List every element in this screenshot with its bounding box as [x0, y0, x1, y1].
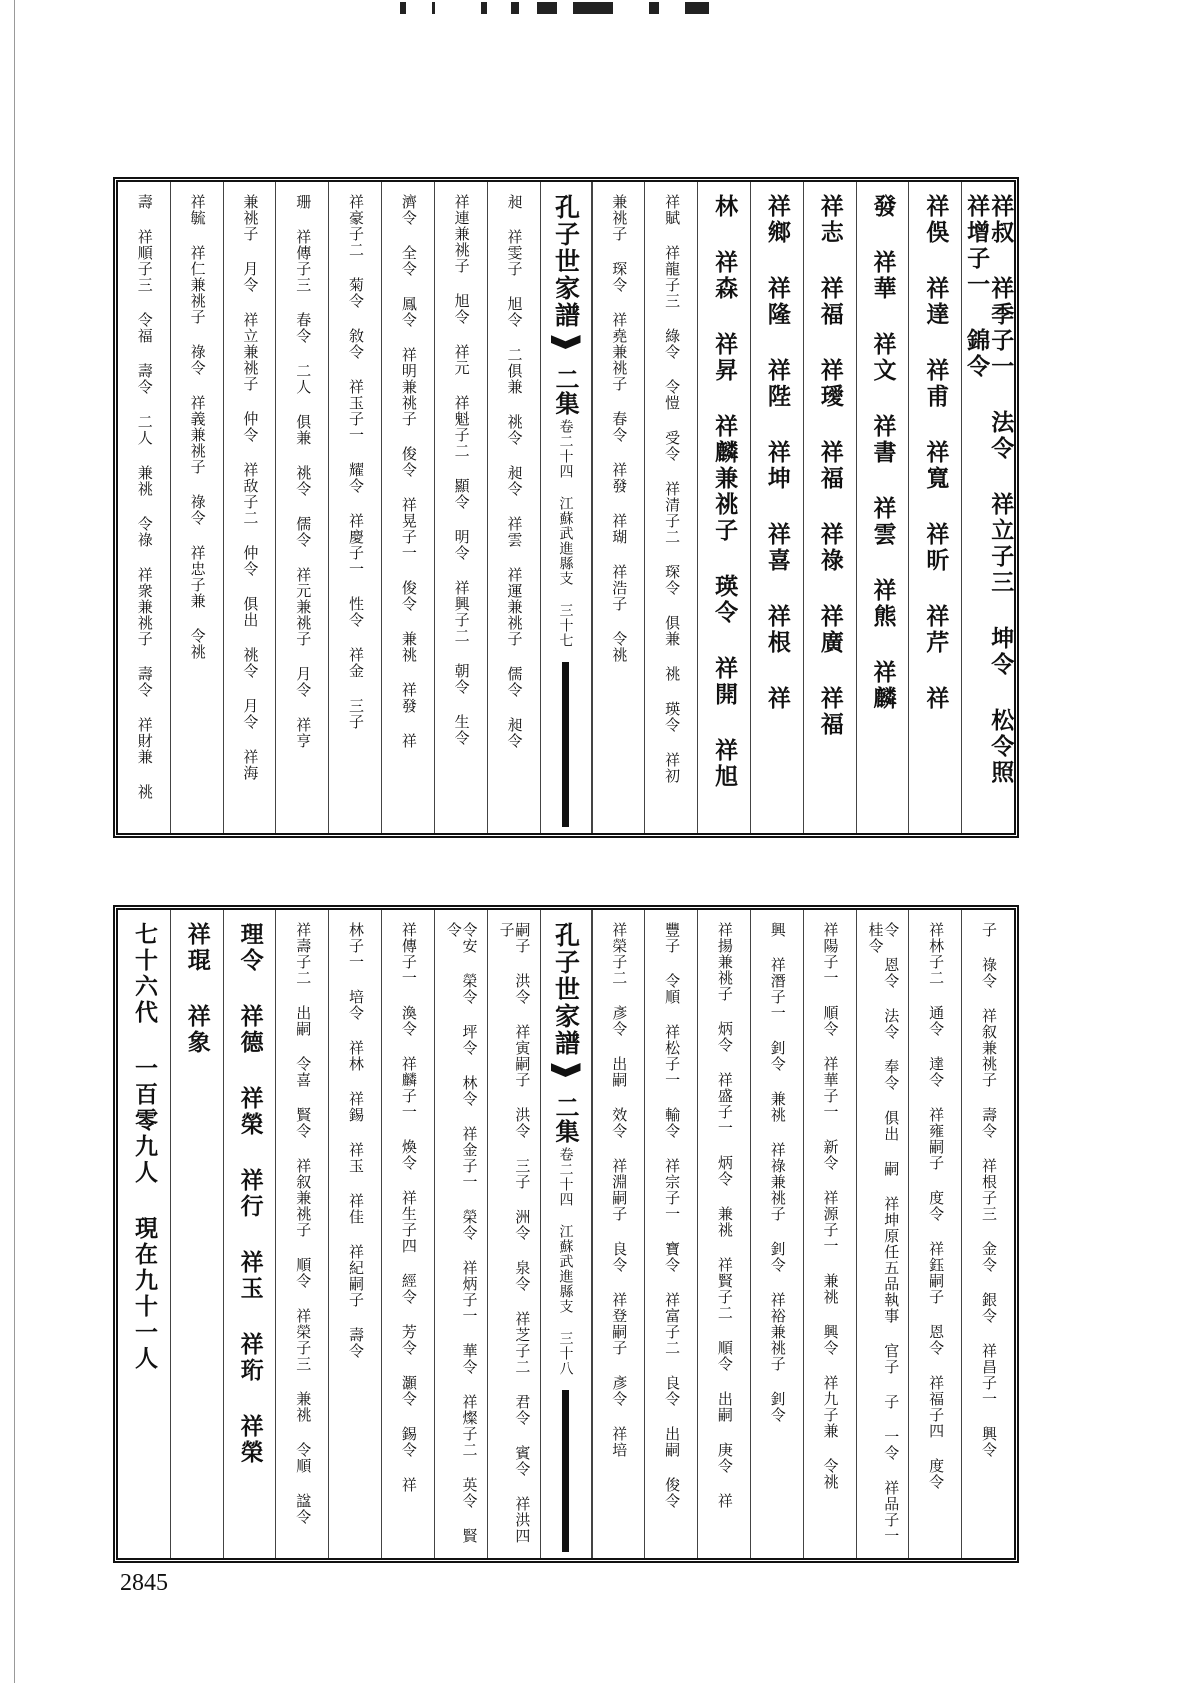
column: 令 恩令 法令 奉令 俱出 嗣 祥坤原任五品執事 官子 子 一令 祥品子一 桂令 [856, 910, 909, 1558]
column: 濟令 全令 鳳令 祥明兼祧子 俊令 祥晃子一 俊令 兼祧 祥發 祥 [381, 182, 434, 833]
column: 林 祥森 祥昇 祥麟兼祧子 瑛令 祥開 祥旭 [697, 182, 750, 833]
column: 子 祿令 祥叙兼祧子 壽令 祥根子三 金令 銀令 祥昌子一 興令 [961, 910, 1014, 1558]
column: 理令 祥德 祥榮 祥行 祥玉 祥珩 祥榮 [223, 910, 276, 1558]
column: 壽 祥順子三 令福 壽令 二人 兼祧 令祿 祥衆兼祧子 壽令 祥財兼 祧 [135, 194, 154, 800]
column: 令安 榮令 坪令 林令 祥金子一 榮令 祥炳子一 華令 祥燦子二 英令 賢令 [434, 910, 487, 1558]
volume-label: 二集 [551, 367, 580, 415]
column: 嗣子 洪令 祥寅嗣子 洪令 三子 洲令 泉令 祥芝子二 君令 賓令 祥洪四子 [487, 910, 540, 1558]
fishtail-mark [551, 335, 581, 349]
column: 祥鄉 祥隆 祥陛 祥坤 祥喜 祥根 祥 [750, 182, 803, 833]
column: 兼祧子 月令 祥立兼祧子 仲令 祥敌子二 仲令 俱出 祧令 月令 祥海 [223, 182, 276, 833]
volume-label: 二集 [551, 1095, 580, 1143]
book-title: 孔子世家譜 [551, 922, 581, 1057]
column: 豐子 令順 祥松子一 輸令 祥宗子一 寶令 祥富子二 良令 出嗣 俊令 [644, 910, 697, 1558]
center-title-column [540, 910, 592, 1558]
column: 兼祧子 琛令 祥堯兼祧子 春令 祥發 祥瑚 祥浩子 令祧 [592, 182, 645, 833]
column: 祥毓 祥仁兼祧子 祿令 祥義兼祧子 祿令 祥忠子兼 令祧 [170, 182, 223, 833]
column: 興 祥潛子一 釗令 兼祧 祥祿兼祧子 釗令 祥裕兼祧子 釗令 [750, 910, 803, 1558]
column: 祥連兼祧子 旭令 祥元 祥魁子二 顯令 明令 祥興子二 朝令 生令 [434, 182, 487, 833]
genealogy-page-top [113, 177, 1019, 838]
scan-edge-line [14, 0, 15, 1683]
column: 祥壽子二 出嗣 令喜 賢令 祥叙兼祧子 順令 祥榮子三 兼祧 令順 諡令 [275, 910, 328, 1558]
column: 昶 祥雯子 旭令 二俱兼 祧令 昶令 祥雲 祥運兼祧子 儒令 昶令 [487, 182, 540, 833]
column: 林子一 培令 祥林 祥錫 祥玉 祥佳 祥紀嗣子 壽令 [328, 910, 381, 1558]
generation-summary-column: 七十六代 一百零九人 現在九十一人 [130, 922, 158, 1372]
chapter-label: 卷二十四 江蘇武進縣支 三十七 [557, 419, 574, 648]
column: 祥林子二 通令 達令 祥雍嗣子 度令 祥鈺嗣子 恩令 祥福子四 度令 [908, 910, 961, 1558]
book-title: 孔子世家譜 [551, 194, 581, 329]
column: 發 祥華 祥文 祥書 祥雲 祥熊 祥麟 [856, 182, 909, 833]
column: 祥陽子一 順令 祥華子一 新令 祥源子一 兼祧 興令 祥九子兼 令祧 [803, 910, 856, 1558]
column: 祥豪子二 菊令 敘令 祥玉子一 耀令 祥慶子一 性令 祥金 三子 [328, 182, 381, 833]
chapter-label: 卷二十四 江蘇武進縣支 三十八 [557, 1147, 574, 1376]
page-number: 2845 [120, 1570, 168, 1596]
center-bar [562, 662, 569, 827]
top-cropped-marks [400, 2, 940, 16]
column: 祥琨 祥象 [170, 910, 223, 1558]
column: 祥叔 祥季子一 法令 祥立子三 坤令 松令照 祥增子一 錦令 [961, 182, 1014, 833]
genealogy-page-bottom [113, 905, 1019, 1563]
center-title-column [540, 182, 592, 833]
column: 祥傳子一 渙令 祥麟子一 煥令 祥生子四 經令 芳令 灝令 錫令 祥 [381, 910, 434, 1558]
column: 祥賦 祥龍子三 綠令 令愷 受令 祥清子二 琛令 俱兼 祧 瑛令 祥初 [644, 182, 697, 833]
center-bar [562, 1390, 569, 1552]
column: 祥志 祥福 祥璦 祥福 祥祿 祥廣 祥福 [803, 182, 856, 833]
fishtail-mark [551, 1063, 581, 1077]
column: 祥揚兼祧子 炳令 祥盛子一 炳令 兼祧 祥賢子二 順令 出嗣 庚令 祥 [697, 910, 750, 1558]
column: 珊 祥傳子三 春令 二人 俱兼 祧令 儒令 祥元兼祧子 月令 祥亨 [275, 182, 328, 833]
column: 祥榮子二 彥令 出嗣 效令 祥淵嗣子 良令 祥登嗣子 彥令 祥培 [592, 910, 645, 1558]
column: 祥俁 祥達 祥甫 祥寬 祥昕 祥芹 祥 [908, 182, 961, 833]
